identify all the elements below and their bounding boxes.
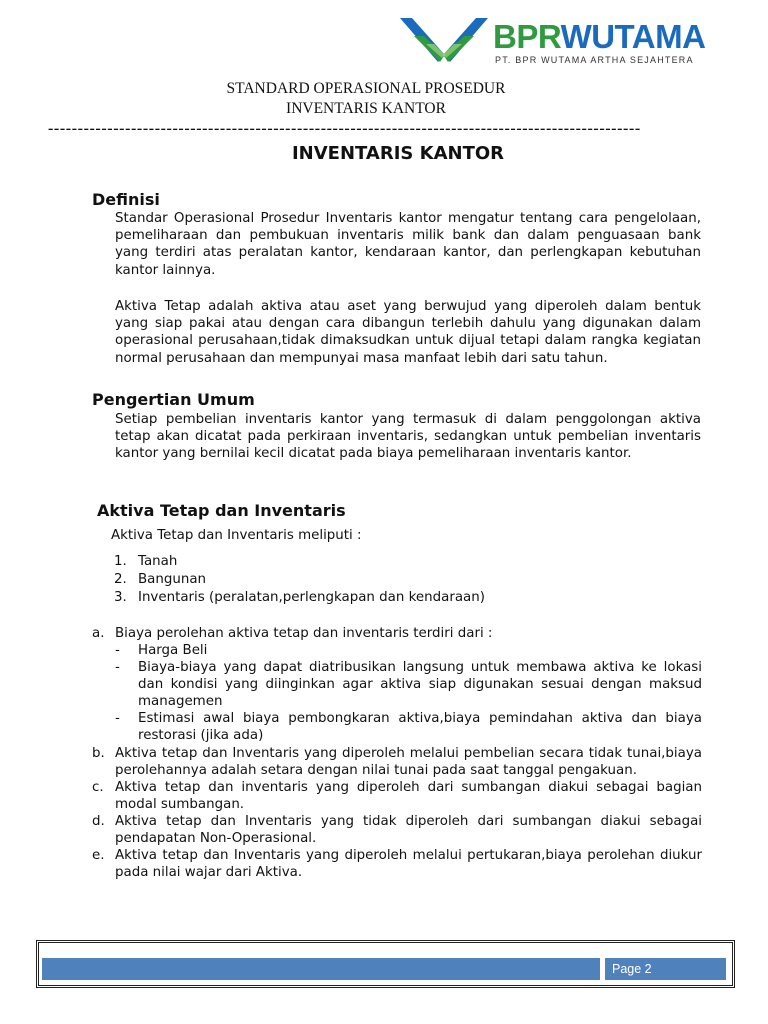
lettered-item-a	[92, 625, 702, 744]
brand-name-part1: BPR	[493, 18, 561, 55]
definisi-heading: Definisi	[92, 190, 160, 209]
list-item-marker: a.	[92, 626, 105, 641]
aktiva-lettered-list	[92, 625, 702, 881]
list-item-text: Aktiva tetap dan Inventaris yang diperoleh melalui pertukaran,biaya perolehan diukur pada nilai wajar dari Aktiva.	[115, 848, 702, 880]
definisi-paragraph-1: Standar Operasional Prosedur Inventaris kantor mengatur tentang cara pengelolaan, pemeliharaan dan pembukuan inventaris milik bank dan dalam penguasaan bank yang terdiri atas peralatan kantor, kendaraan kantor, dan perlengkapan kebutuhan kantor lainnya.	[115, 211, 701, 278]
list-item-text: Biaya perolehan aktiva tetap dan inventaris terdiri dari :	[115, 626, 493, 641]
brand-subtitle: PT. BPR WUTAMA ARTHA SEJAHTERA	[495, 55, 694, 65]
logo-wings-icon	[398, 14, 490, 64]
list-item-marker: 2.	[114, 572, 127, 587]
dash-marker: -	[115, 660, 120, 675]
sop-title-line1: STANDARD OPERASIONAL PROSEDUR	[226, 80, 506, 97]
sub-list-item	[115, 710, 702, 744]
list-item-text: Aktiva tetap dan inventaris yang diperoleh dari sumbangan diakui sebagai bagian modal sumbangan.	[115, 780, 702, 812]
sub-list-item-text: Biaya-biaya yang dapat diatribusikan langsung untuk membawa aktiva ke lokasi dan kondisi yang diinginkan agar aktiva siap digunakan sesuai dengan maksud managemen	[138, 660, 702, 709]
list-item-marker: 1.	[114, 554, 127, 569]
list-item-marker: d.	[92, 814, 105, 829]
aktiva-intro: Aktiva Tetap dan Inventaris meliputi :	[111, 528, 362, 543]
list-item	[114, 589, 485, 607]
list-item-text: Bangunan	[138, 572, 207, 587]
list-item-text: Inventaris (peralatan,perlengkapan dan kendaraan)	[138, 590, 485, 605]
list-item-text: Aktiva tetap dan Inventaris yang diperoleh melalui pembelian secara tidak tunai,biaya perolehannya adalah setara dengan nilai tunai pada saat tanggal pengakuan.	[115, 746, 702, 778]
sub-list-item	[115, 659, 702, 710]
sub-list-item	[115, 642, 702, 659]
company-logo	[398, 12, 708, 68]
list-item-text: Tanah	[138, 554, 178, 569]
dashed-separator: ----------------------------------------------------------------------------------------------------	[48, 121, 641, 137]
sub-list-item-text: Harga Beli	[138, 643, 208, 658]
sop-title-line2: INVENTARIS KANTOR	[286, 100, 446, 117]
list-item	[114, 553, 485, 571]
list-item-marker: e.	[92, 848, 105, 863]
sub-list-item-text: Estimasi awal biaya pembongkaran aktiva,biaya pemindahan aktiva dan biaya restorasi (jika ada)	[138, 711, 702, 743]
lettered-item-e	[92, 847, 702, 881]
footer-bar	[42, 958, 600, 980]
page-number-box	[605, 958, 726, 980]
lettered-item-b	[92, 745, 702, 779]
lettered-item-c	[92, 779, 702, 813]
list-item-marker: c.	[92, 780, 104, 795]
sub-list	[115, 642, 702, 744]
page-title: INVENTARIS KANTOR	[291, 143, 505, 164]
dash-marker: -	[115, 711, 120, 726]
list-item	[114, 571, 485, 589]
definisi-paragraph-2: Aktiva Tetap adalah aktiva atau aset yang berwujud yang diperoleh dalam bentuk yang siap pakai atau dengan cara dibangun terlebih dahulu yang digunakan dalam operasional perusahaan,tidak dimaksudkan untuk dijual tetapi dalam rangka kegiatan normal perusahaan dan mempunyai masa manfaat lebih dari satu tahun.	[115, 299, 701, 366]
page-number: Page 2	[612, 962, 652, 976]
pengertian-paragraph: Setiap pembelian inventaris kantor yang termasuk di dalam penggolongan aktiva tetap akan dicatat pada perkiraan inventaris, sedangkan untuk pembelian inventaris kantor yang bernilai kecil dicatat pada biaya pemeliharaan inventaris kantor.	[115, 412, 701, 462]
dash-marker: -	[115, 643, 120, 658]
brand-name-part2: WUTAMA	[560, 18, 706, 55]
lettered-item-d	[92, 813, 702, 847]
brand-name	[493, 20, 705, 54]
list-item-text: Aktiva tetap dan Inventaris yang tidak diperoleh dari sumbangan diakui sebagai pendapatan Non-Operasional.	[115, 814, 702, 846]
aktiva-numbered-list	[114, 553, 485, 607]
pengertian-heading: Pengertian Umum	[92, 390, 255, 409]
list-item-marker: 3.	[114, 590, 127, 605]
aktiva-heading: Aktiva Tetap dan Inventaris	[97, 501, 346, 520]
list-item-marker: b.	[92, 746, 105, 761]
